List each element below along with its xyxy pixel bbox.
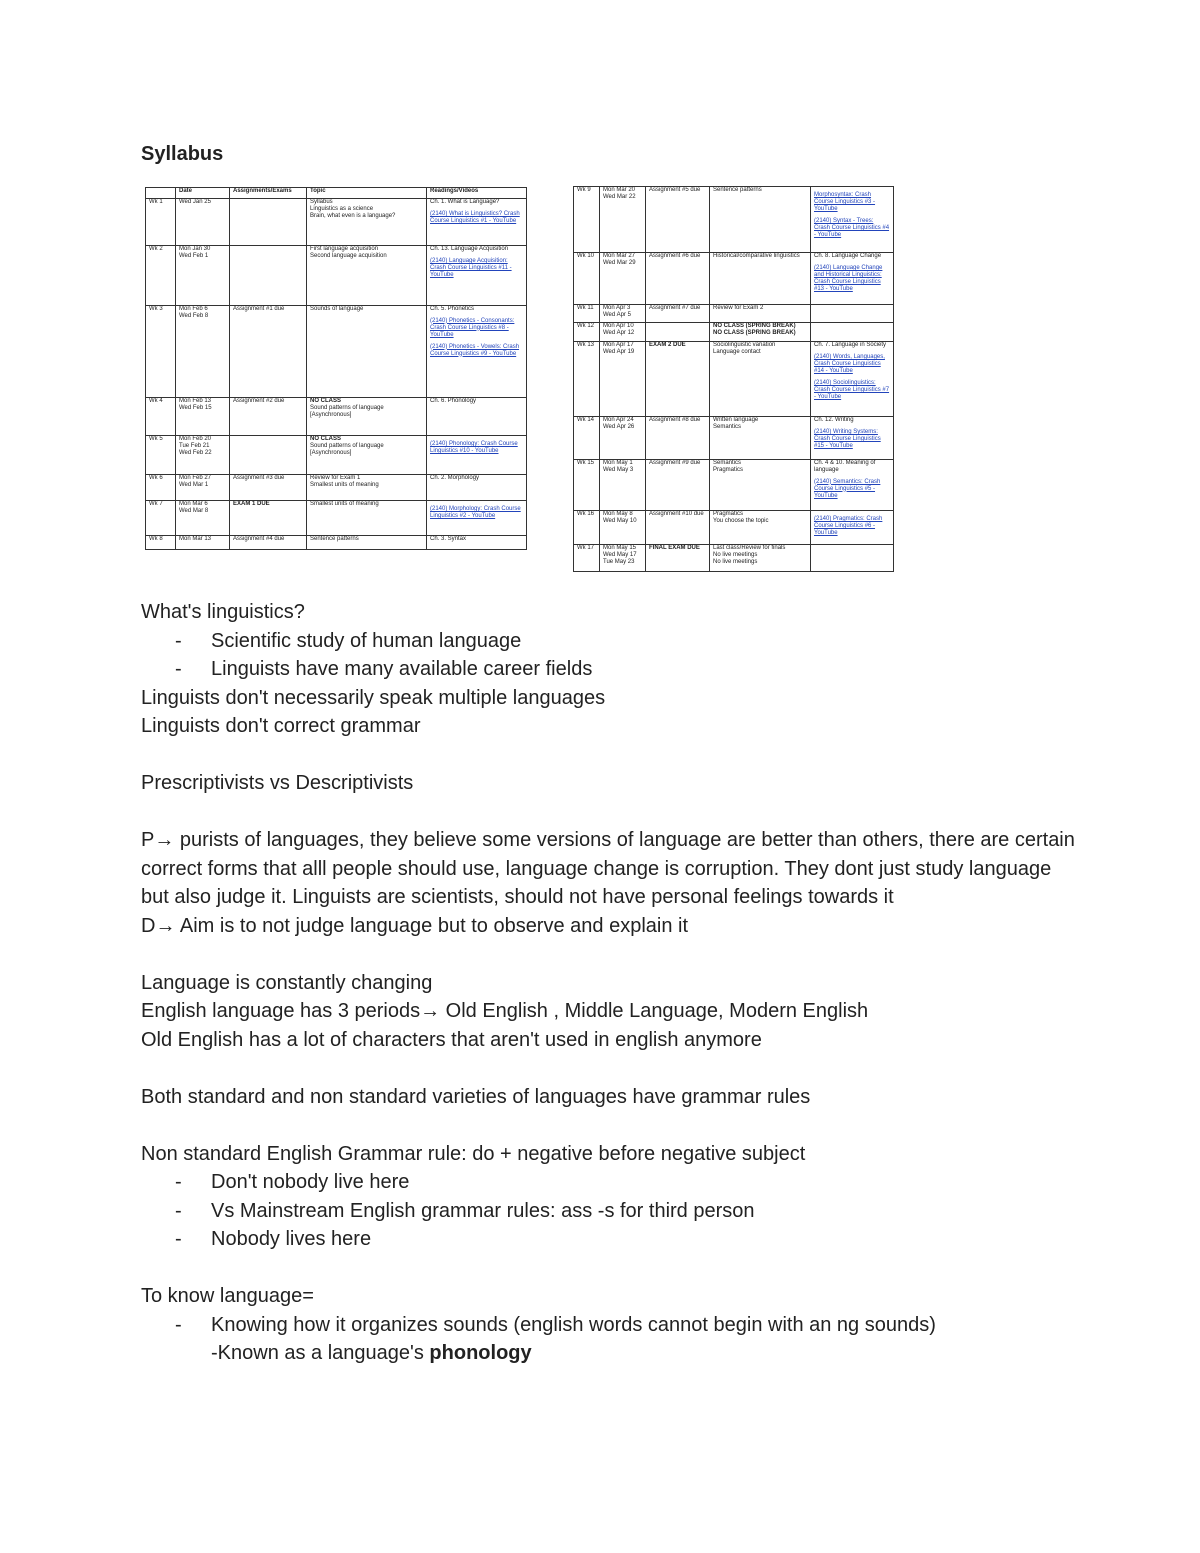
cell-text: Tue May 23 <box>603 558 635 565</box>
dash-bullet: - <box>175 1313 182 1336</box>
assignment-cell <box>230 246 307 305</box>
cell-text: Sentence patterns <box>310 535 359 542</box>
list-item: - Nobody lives here <box>141 1225 1081 1254</box>
cell-text: Wed Feb 1 <box>179 253 209 260</box>
cell-text: Last class/Review for finals <box>713 544 786 551</box>
table-row <box>146 535 527 549</box>
week-cell <box>146 246 176 305</box>
date-cell <box>176 501 230 536</box>
note-line: Both standard and non standard varieties of languages have grammar rules <box>141 1085 811 1108</box>
topic-cell <box>307 474 427 500</box>
table-row <box>146 246 527 305</box>
cell-text: NO CLASS (SPRING BREAK) <box>713 323 796 330</box>
cell-text: Wk 15 <box>577 459 595 466</box>
video-link[interactable]: (2140) Language Change and Historical Linguistics: Crash Course Linguistics #13 - YouTube <box>814 265 883 293</box>
cell-text: Wk 7 <box>149 501 163 508</box>
cell-text: Assignment #5 due <box>649 187 701 193</box>
notes-heading-prescriptivists: Prescriptivists vs Descriptivists <box>141 772 414 794</box>
reading-cell <box>427 199 527 246</box>
syllabus-schedule-table-right <box>573 186 894 572</box>
cell-text: Pragmatics <box>713 466 744 473</box>
cell-text: EXAM 2 DUE <box>649 342 686 348</box>
cell-text: Wk 6 <box>149 474 163 481</box>
bullet-list <box>141 1311 1081 1340</box>
week-cell <box>574 459 600 510</box>
date-cell <box>176 474 230 500</box>
topic-cell <box>710 510 811 544</box>
assignment-cell <box>646 417 710 460</box>
dash-bullet: - <box>175 658 182 680</box>
note-paragraph: P→ purists of languages, they believe some versions of language are better than others, there are certain correct forms that alll people should use, language change is corruption. They dont just study language but also judge it. Linguists are scientists, should not have personal feelings towards it <box>141 829 1075 908</box>
video-link[interactable]: (2140) What is Linguistics? Crash Course Linguistics #1 - YouTube <box>430 211 520 224</box>
cell-text: Second language acquisition <box>310 253 387 260</box>
table-row <box>146 398 527 436</box>
cell-text: Ch. 1. What is Language? <box>430 199 500 205</box>
topic-cell <box>307 246 427 305</box>
assignment-cell <box>646 323 710 342</box>
table-row <box>146 199 527 246</box>
cell-text: Sociolinguistic variation <box>713 342 776 348</box>
week-cell <box>574 510 600 544</box>
week-cell <box>574 417 600 460</box>
note-line: Language is constantly changing <box>141 971 433 994</box>
week-cell <box>146 199 176 246</box>
cell-text: First language acquisition <box>310 246 379 253</box>
note-line-indented: -Known as a language's phonology <box>211 1342 532 1364</box>
assignment-cell <box>646 187 710 253</box>
cell-text: Wed Feb 15 <box>179 405 212 412</box>
cell-text: Wed May 3 <box>603 466 634 473</box>
assignment-cell <box>230 474 307 500</box>
date-cell <box>600 510 646 544</box>
cell-text: EXAM 1 DUE <box>233 501 270 508</box>
table-row <box>574 323 894 342</box>
cell-text: Sentence patterns <box>713 187 762 193</box>
list-item: - Knowing how it organizes sounds (english words cannot begin with an ng sounds) <box>141 1311 1081 1340</box>
topic-cell <box>710 544 811 572</box>
cell-text: You choose the topic <box>713 517 769 524</box>
date-cell <box>600 544 646 572</box>
assignment-cell <box>230 436 307 474</box>
assignment-cell <box>646 510 710 544</box>
video-link[interactable]: (2140) Writing Systems: Crash Course Linguistics #15 - YouTube <box>814 429 881 449</box>
cell-text: Wk 12 <box>577 323 595 330</box>
table-row <box>574 459 894 510</box>
assignment-cell <box>646 304 710 323</box>
date-cell <box>600 253 646 304</box>
column-header: Date <box>176 188 230 199</box>
cell-text: Wk 16 <box>577 510 595 517</box>
video-link[interactable]: (2140) Phonology: Crash Course Linguistics #10 - YouTube <box>430 441 518 455</box>
cell-text: Wed Jan 25 <box>179 199 211 205</box>
cell-text: NO CLASS <box>310 398 342 405</box>
video-link[interactable]: (2140) Sociolinguistics: Crash Course Linguistics #7 - YouTube <box>814 380 890 400</box>
topic-cell <box>307 305 427 398</box>
table-row <box>574 253 894 304</box>
week-cell <box>574 304 600 323</box>
video-link[interactable]: Morphosyntax: Crash Course Linguistics #3 - YouTube <box>814 192 876 212</box>
list-item: - Scientific study of human language <box>141 627 1081 656</box>
date-cell <box>600 304 646 323</box>
assignment-cell <box>646 253 710 304</box>
table-row <box>574 187 894 253</box>
cell-text: Mon May 15 <box>603 544 637 551</box>
week-cell <box>146 501 176 536</box>
assignment-cell <box>646 342 710 417</box>
cell-text: Assignment #9 due <box>649 459 701 466</box>
cell-text: Ch. 6. Phonology <box>430 398 477 405</box>
table-row <box>146 436 527 474</box>
reading-cell <box>427 535 527 549</box>
cell-text: No live meetings <box>713 551 758 558</box>
cell-text: Wk 13 <box>577 342 595 348</box>
cell-text: Wed Apr 5 <box>603 311 631 318</box>
cell-text: Wk 10 <box>577 253 595 260</box>
cell-text: [Asynchronous] <box>310 412 352 419</box>
date-cell <box>600 459 646 510</box>
reading-cell <box>811 253 894 304</box>
bullet-list <box>141 1168 1081 1254</box>
assignment-cell <box>230 199 307 246</box>
week-cell <box>146 535 176 549</box>
week-cell <box>574 342 600 417</box>
notes-heading-to-know: To know language= <box>141 1285 314 1307</box>
reading-cell <box>811 417 894 460</box>
lecture-notes <box>141 598 1081 1368</box>
cell-text: Wk 3 <box>149 305 163 312</box>
cell-text: Wed Apr 19 <box>603 349 635 355</box>
cell-text: Review for Exam 2 <box>713 304 764 311</box>
cell-text: Sound patterns of language <box>310 405 384 412</box>
table-header-row <box>146 188 527 199</box>
cell-text: Smallest units of meaning <box>310 501 379 508</box>
cell-text: Sounds of language <box>310 305 364 312</box>
bold-term: phonology <box>429 1342 532 1364</box>
dash-bullet: - <box>175 1171 182 1193</box>
cell-text: Wed Feb 8 <box>179 312 209 319</box>
cell-text: Wk 8 <box>149 535 163 542</box>
cell-text: Ch. 12. Writing <box>814 417 854 423</box>
cell-text: Assignment #1 due <box>233 305 285 312</box>
date-cell <box>176 398 230 436</box>
note-line: Old English has a lot of characters that aren't used in english anymore <box>141 1028 762 1051</box>
date-cell <box>176 199 230 246</box>
assignment-cell <box>230 501 307 536</box>
cell-text: Mon Feb 20 <box>179 436 212 443</box>
cell-text: NO CLASS <box>310 436 342 443</box>
cell-text: Mon Feb 13 <box>179 398 212 405</box>
video-link[interactable]: (2140) Morphology: Crash Course Linguistics #2 - YouTube <box>430 506 521 520</box>
table-row <box>146 305 527 398</box>
video-link[interactable]: (2140) Syntax - Trees: Crash Course Linguistics #4 - YouTube <box>814 218 890 238</box>
assignment-cell <box>646 459 710 510</box>
reading-cell <box>427 501 527 536</box>
week-cell <box>146 305 176 398</box>
cell-text: Wed May 17 <box>603 551 637 558</box>
note-line: D→ Aim is to not judge language but to observe and explain it <box>141 914 689 937</box>
page-title: Syllabus <box>141 143 224 165</box>
topic-cell <box>307 436 427 474</box>
cell-text: Wed Feb 22 <box>179 450 212 457</box>
bullet-list <box>141 627 1081 684</box>
list-item: - Linguists have many available career fields <box>141 655 1081 684</box>
assignment-cell <box>230 305 307 398</box>
video-link[interactable]: (2140) Phonetics - Vowels: Crash Course Linguistics #9 - YouTube <box>430 343 520 357</box>
topic-cell <box>307 398 427 436</box>
topic-cell <box>710 342 811 417</box>
cell-text: Ch. 5. Phonetics <box>430 305 475 312</box>
cell-text: Assignment #6 due <box>649 253 701 260</box>
topic-cell <box>307 535 427 549</box>
cell-text: Wk 9 <box>577 187 591 193</box>
cell-text: Mon May 8 <box>603 510 633 517</box>
cell-text: Mon May 1 <box>603 459 633 466</box>
cell-text: Wed Mar 22 <box>603 194 636 200</box>
topic-cell <box>307 199 427 246</box>
dash-bullet: - <box>175 1228 182 1250</box>
date-cell <box>176 436 230 474</box>
video-link[interactable]: (2140) Semantics: Crash Course Linguistics #5 - YouTube <box>814 478 881 499</box>
reading-cell <box>811 304 894 323</box>
reading-cell <box>811 323 894 342</box>
cell-text: No live meetings <box>713 558 758 565</box>
dash-bullet: - <box>175 1199 182 1222</box>
notes-heading-linguistics: What's linguistics? <box>141 601 305 623</box>
topic-cell <box>710 304 811 323</box>
reading-cell <box>811 187 894 253</box>
reading-cell <box>427 398 527 436</box>
cell-text: Tue Feb 21 <box>179 443 210 450</box>
cell-text: Mon Feb 27 <box>179 474 212 481</box>
cell-text: Assignment #4 due <box>233 535 285 542</box>
cell-text: [Asynchronous] <box>310 450 352 457</box>
week-cell <box>574 323 600 342</box>
week-cell <box>574 187 600 253</box>
cell-text: Mon Mar 20 <box>603 187 636 193</box>
cell-text: Wed Apr 12 <box>603 330 635 337</box>
video-link[interactable]: (2140) Words, Languages, Crash Course Linguistics #14 - YouTube <box>814 354 885 374</box>
cell-text: Wed May 10 <box>603 517 637 524</box>
cell-text: Written language <box>713 417 759 423</box>
cell-text: Smallest units of meaning <box>310 481 379 488</box>
topic-cell <box>307 501 427 536</box>
date-cell <box>600 417 646 460</box>
assignment-cell <box>646 544 710 572</box>
cell-text: Pragmatics <box>713 510 744 517</box>
syllabus-schedule-table-left <box>145 187 527 550</box>
cell-text: Wed Mar 1 <box>179 481 209 488</box>
cell-text: Mon Mar 27 <box>603 253 636 260</box>
list-item: - Don't nobody live here <box>141 1168 1081 1197</box>
dash-bullet: - <box>175 629 182 652</box>
cell-text: Mon Apr 17 <box>603 342 634 348</box>
table-row <box>574 417 894 460</box>
column-header: Topic <box>307 188 427 199</box>
table-row <box>574 304 894 323</box>
date-cell <box>176 305 230 398</box>
cell-text: Wk 11 <box>577 304 594 311</box>
cell-text: Mon Feb 6 <box>179 305 208 312</box>
reading-cell <box>427 436 527 474</box>
cell-text: Semantics <box>713 424 742 430</box>
cell-text: Wk 5 <box>149 436 163 443</box>
cell-text: Ch. 3. Syntax <box>430 535 467 542</box>
note-line: Non standard English Grammar rule: do + negative before negative subject <box>141 1142 806 1165</box>
list-item: - Vs Mainstream English grammar rules: ass -s for third person <box>141 1197 1081 1226</box>
cell-text: Wk 1 <box>149 199 163 205</box>
reading-cell <box>811 459 894 510</box>
topic-cell <box>710 253 811 304</box>
cell-text: Syllabus <box>310 199 333 205</box>
cell-text: FINAL EXAM DUE <box>649 544 700 551</box>
cell-text: Linguistics as a science <box>310 206 374 212</box>
table-row <box>146 474 527 500</box>
date-cell <box>600 323 646 342</box>
cell-text: Mon Apr 10 <box>603 323 634 330</box>
table-row <box>574 510 894 544</box>
cell-text: Brain, what even is a language? <box>310 213 396 219</box>
date-cell <box>600 187 646 253</box>
week-cell <box>574 544 600 572</box>
cell-text: Mon Apr 24 <box>603 417 634 423</box>
cell-text: Ch. 2. Morphology <box>430 474 480 481</box>
cell-text: Sound patterns of language <box>310 443 384 450</box>
cell-text: Wed Mar 8 <box>179 508 209 515</box>
cell-text: Mon Apr 3 <box>603 304 631 311</box>
reading-cell <box>811 342 894 417</box>
video-link[interactable]: (2140) Language Acquisition: Crash Course Linguistics #11 - YouTube <box>430 258 512 279</box>
reading-cell <box>427 474 527 500</box>
assignment-cell <box>230 535 307 549</box>
cell-text: Assignment #7 due <box>649 304 701 311</box>
cell-text: Historical/comparative linguistics <box>713 253 800 260</box>
table-row <box>146 501 527 536</box>
cell-text: NO CLASS (SPRING BREAK) <box>713 330 796 337</box>
cell-text: Assignment #3 due <box>233 474 285 481</box>
cell-text: Mon Jan 30 <box>179 246 211 253</box>
note-line: Linguists don't necessarily speak multiple languages <box>141 686 606 709</box>
topic-cell <box>710 459 811 510</box>
cell-text: Ch. 8. Language Change <box>814 253 882 260</box>
cell-text: Assignment #8 due <box>649 417 701 423</box>
cell-text: Semantics <box>713 459 742 466</box>
assignment-cell <box>230 398 307 436</box>
topic-cell <box>710 417 811 460</box>
cell-text: Wed Apr 26 <box>603 424 635 430</box>
table-row <box>574 544 894 572</box>
cell-text: Assignment #2 due <box>233 398 285 405</box>
cell-text: Wk 2 <box>149 246 163 253</box>
column-header: Readings/Videos <box>427 188 527 199</box>
cell-text: Mon Mar 13 <box>179 535 212 542</box>
week-cell <box>146 436 176 474</box>
topic-cell <box>710 187 811 253</box>
cell-text: Ch. 13. Language Acquisition <box>430 246 509 253</box>
reading-cell <box>811 544 894 572</box>
cell-text: Assignment #10 due <box>649 510 704 517</box>
cell-text: Wk 4 <box>149 398 163 405</box>
date-cell <box>176 535 230 549</box>
date-cell <box>176 246 230 305</box>
cell-text: Wed Mar 29 <box>603 260 636 267</box>
reading-cell <box>427 305 527 398</box>
cell-text: Wk 14 <box>577 417 595 423</box>
cell-text: Ch. 4 & 10. Meaning of language <box>814 459 876 473</box>
cell-text: Ch. 7. Language in Society <box>814 342 887 348</box>
reading-cell <box>427 246 527 305</box>
column-header: Assignments/Exams <box>230 188 307 199</box>
cell-text: Language contact <box>713 349 761 355</box>
cell-text: Review for Exam 1 <box>310 474 361 481</box>
week-cell <box>146 474 176 500</box>
cell-text: Wk 17 <box>577 544 595 551</box>
video-link[interactable]: (2140) Phonetics - Consonants: Crash Course Linguistics #8 - YouTube <box>430 317 515 338</box>
topic-cell <box>710 323 811 342</box>
week-cell <box>146 398 176 436</box>
date-cell <box>600 342 646 417</box>
table-row <box>574 342 894 417</box>
week-cell <box>574 253 600 304</box>
video-link[interactable]: (2140) Pragmatics: Crash Course Linguistics #6 - YouTube <box>814 515 883 536</box>
note-line: English language has 3 periods→ Old English , Middle Language, Modern English <box>141 1000 869 1022</box>
reading-cell <box>811 510 894 544</box>
cell-text: Mon Mar 6 <box>179 501 208 508</box>
note-line: Linguists don't correct grammar <box>141 715 421 737</box>
